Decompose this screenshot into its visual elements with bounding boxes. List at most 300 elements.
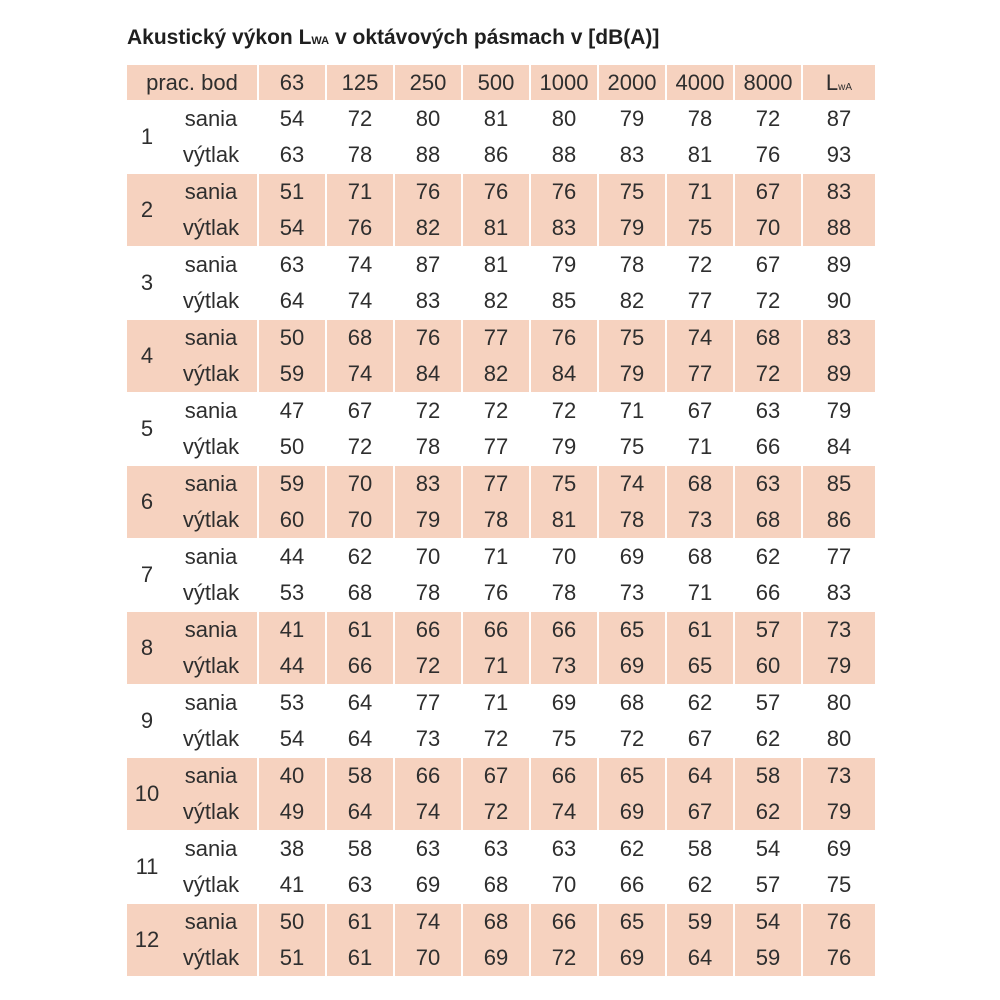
header-total-sub: wA	[838, 82, 853, 93]
point-number: 4	[140, 343, 154, 368]
band-value-cell: 66	[755, 580, 781, 605]
band-value-cell: 60	[259, 502, 325, 538]
total-value-cell: 86	[803, 502, 875, 538]
band-value-cell: 58	[735, 758, 801, 794]
band-value-cell: 54	[259, 210, 325, 246]
band-value-cell: 72	[687, 252, 713, 277]
band-value-cell: 61	[327, 904, 393, 940]
sania-row	[127, 101, 875, 137]
band-value-cell: 83	[531, 210, 597, 246]
total-value-cell: 80	[826, 726, 852, 751]
point-number: 9	[140, 708, 154, 733]
total-value-cell: 79	[826, 398, 852, 423]
point-group	[127, 466, 875, 538]
total-value-cell: 89	[826, 252, 852, 277]
band-value-cell: 79	[619, 106, 645, 131]
vytlak-label: výtlak	[182, 799, 240, 824]
sania-label: sania	[184, 179, 238, 204]
band-value-cell: 79	[599, 210, 665, 246]
band-value-cell: 69	[599, 940, 665, 976]
sania-row	[127, 174, 875, 210]
header-band: 4000	[667, 65, 733, 100]
band-value-cell: 76	[755, 142, 781, 167]
sania-row	[127, 320, 875, 356]
band-value-cell: 76	[327, 210, 393, 246]
band-value-cell: 72	[347, 106, 373, 131]
band-value-cell: 69	[619, 544, 645, 569]
band-value-cell: 71	[667, 174, 733, 210]
band-value-cell: 86	[483, 142, 509, 167]
vytlak-row	[127, 283, 875, 319]
band-value-cell: 78	[619, 252, 645, 277]
band-value-cell: 78	[687, 106, 713, 131]
band-value-cell: 77	[415, 690, 441, 715]
band-value-cell: 81	[483, 106, 509, 131]
band-value-cell: 67	[755, 252, 781, 277]
band-value-cell: 71	[327, 174, 393, 210]
band-value-cell: 83	[415, 288, 441, 313]
band-value-cell: 68	[327, 320, 393, 356]
header-band: 8000	[735, 65, 801, 100]
band-value-cell: 73	[619, 580, 645, 605]
band-value-cell: 63	[755, 398, 781, 423]
band-value-cell: 74	[599, 466, 665, 502]
band-value-cell: 65	[599, 904, 665, 940]
sania-label: sania	[184, 106, 238, 131]
total-value-cell: 79	[803, 794, 875, 830]
point-group	[127, 831, 875, 903]
vytlak-row	[127, 429, 875, 465]
point-number: 6	[140, 489, 154, 514]
total-value-cell: 69	[826, 836, 852, 861]
band-value-cell: 73	[667, 502, 733, 538]
band-value-cell: 67	[735, 174, 801, 210]
vytlak-label: výtlak	[182, 142, 240, 167]
title-subscript: WA	[311, 35, 330, 47]
sania-row	[127, 247, 875, 283]
vytlak-row	[127, 867, 875, 903]
band-value-cell: 72	[531, 940, 597, 976]
vytlak-label: výtlak	[182, 872, 240, 897]
band-value-cell: 59	[667, 904, 733, 940]
band-value-cell: 68	[687, 544, 713, 569]
band-value-cell: 68	[735, 502, 801, 538]
band-value-cell: 88	[415, 142, 441, 167]
band-value-cell: 74	[531, 794, 597, 830]
point-group	[127, 539, 875, 611]
band-value-cell: 72	[483, 398, 509, 423]
band-value-cell: 72	[619, 726, 645, 751]
band-value-cell: 78	[415, 580, 441, 605]
band-value-cell: 71	[687, 434, 713, 459]
vytlak-row	[127, 648, 875, 684]
sania-row	[127, 904, 875, 940]
sania-row	[127, 685, 875, 721]
band-value-cell: 83	[395, 466, 461, 502]
band-value-cell: 57	[755, 872, 781, 897]
sania-row	[127, 612, 875, 648]
band-value-cell: 40	[259, 758, 325, 794]
band-value-cell: 64	[279, 288, 305, 313]
vytlak-row	[127, 794, 875, 830]
band-value-cell: 66	[463, 612, 529, 648]
band-value-cell: 75	[619, 434, 645, 459]
band-value-cell: 69	[551, 690, 577, 715]
point-group	[127, 247, 875, 319]
band-value-cell: 88	[551, 142, 577, 167]
band-value-cell: 63	[483, 836, 509, 861]
point-number: 2	[140, 197, 154, 222]
vytlak-row	[127, 575, 875, 611]
band-value-cell: 72	[395, 648, 461, 684]
point-number: 11	[135, 854, 159, 879]
band-value-cell: 60	[735, 648, 801, 684]
band-value-cell: 73	[415, 726, 441, 751]
band-value-cell: 62	[687, 690, 713, 715]
band-value-cell: 63	[735, 466, 801, 502]
total-value-cell: 88	[803, 210, 875, 246]
point-number: 1	[140, 124, 154, 149]
point-number: 8	[140, 635, 154, 660]
total-value-cell: 89	[803, 356, 875, 392]
band-value-cell: 70	[551, 544, 577, 569]
point-group	[127, 758, 875, 830]
acoustic-power-table	[127, 65, 875, 976]
band-value-cell: 81	[531, 502, 597, 538]
band-value-cell: 85	[551, 288, 577, 313]
band-value-cell: 41	[259, 612, 325, 648]
band-value-cell: 57	[735, 612, 801, 648]
total-value-cell: 76	[803, 940, 875, 976]
band-value-cell: 61	[327, 612, 393, 648]
point-group	[127, 101, 875, 173]
band-value-cell: 64	[667, 940, 733, 976]
band-value-cell: 68	[347, 580, 373, 605]
header-band: 250	[395, 65, 461, 100]
band-value-cell: 41	[279, 872, 305, 897]
point-number: 7	[140, 562, 154, 587]
band-value-cell: 72	[415, 398, 441, 423]
table-title	[127, 26, 659, 50]
point-group	[127, 904, 875, 976]
band-value-cell: 71	[483, 690, 509, 715]
sania-label: sania	[184, 252, 238, 277]
band-value-cell: 62	[687, 872, 713, 897]
band-value-cell: 68	[483, 872, 509, 897]
band-value-cell: 61	[327, 940, 393, 976]
band-value-cell: 74	[395, 794, 461, 830]
band-value-cell: 57	[755, 690, 781, 715]
total-value-cell: 83	[803, 320, 875, 356]
header-total-main: L	[825, 70, 839, 95]
sania-label: sania	[184, 325, 238, 350]
band-value-cell: 82	[619, 288, 645, 313]
sania-label: sania	[184, 690, 238, 715]
header-band: 2000	[599, 65, 665, 100]
band-value-cell: 74	[327, 356, 393, 392]
band-value-cell: 75	[599, 174, 665, 210]
band-value-cell: 58	[327, 758, 393, 794]
band-value-cell: 80	[415, 106, 441, 131]
band-value-cell: 74	[667, 320, 733, 356]
point-number: 3	[140, 270, 154, 295]
band-value-cell: 76	[531, 174, 597, 210]
band-value-cell: 70	[735, 210, 801, 246]
sania-label: sania	[184, 909, 238, 934]
band-value-cell: 68	[463, 904, 529, 940]
band-value-cell: 59	[259, 356, 325, 392]
band-value-cell: 77	[483, 434, 509, 459]
band-value-cell: 70	[327, 466, 393, 502]
band-value-cell: 58	[347, 836, 373, 861]
point-group	[127, 320, 875, 392]
sania-label: sania	[184, 471, 238, 496]
band-value-cell: 79	[395, 502, 461, 538]
total-value-cell: 83	[826, 580, 852, 605]
band-value-cell: 53	[279, 690, 305, 715]
band-value-cell: 75	[667, 210, 733, 246]
header-band: 500	[463, 65, 529, 100]
band-value-cell: 68	[735, 320, 801, 356]
band-value-cell: 71	[463, 648, 529, 684]
band-value-cell: 62	[619, 836, 645, 861]
band-value-cell: 77	[463, 320, 529, 356]
total-value-cell: 93	[826, 142, 852, 167]
band-value-cell: 84	[531, 356, 597, 392]
header-total	[803, 65, 875, 100]
table-header	[127, 65, 875, 100]
band-value-cell: 76	[463, 174, 529, 210]
band-value-cell: 62	[755, 544, 781, 569]
sania-row	[127, 393, 875, 429]
header-band: 125	[327, 65, 393, 100]
title-rest: v oktávových pásmach v [dB(A)]	[329, 26, 660, 49]
band-value-cell: 71	[687, 580, 713, 605]
vytlak-row	[127, 210, 875, 246]
total-value-cell: 90	[826, 288, 852, 313]
band-value-cell: 47	[279, 398, 305, 423]
sania-label: sania	[184, 617, 238, 642]
band-value-cell: 78	[463, 502, 529, 538]
band-value-cell: 76	[395, 174, 461, 210]
band-value-cell: 68	[667, 466, 733, 502]
band-value-cell: 70	[551, 872, 577, 897]
band-value-cell: 66	[531, 612, 597, 648]
total-value-cell: 73	[803, 758, 875, 794]
band-value-cell: 51	[259, 940, 325, 976]
band-value-cell: 67	[347, 398, 373, 423]
band-value-cell: 78	[551, 580, 577, 605]
band-value-cell: 77	[463, 466, 529, 502]
sania-row	[127, 466, 875, 502]
sania-row	[127, 831, 875, 867]
band-value-cell: 50	[279, 434, 305, 459]
band-value-cell: 69	[463, 940, 529, 976]
total-value-cell: 76	[803, 904, 875, 940]
point-group	[127, 612, 875, 684]
total-value-cell: 80	[826, 690, 852, 715]
band-value-cell: 64	[667, 758, 733, 794]
vytlak-label: výtlak	[182, 215, 240, 240]
total-value-cell: 73	[803, 612, 875, 648]
band-value-cell: 65	[599, 612, 665, 648]
vytlak-row	[127, 721, 875, 757]
band-value-cell: 62	[735, 794, 801, 830]
band-value-cell: 62	[755, 726, 781, 751]
band-value-cell: 66	[755, 434, 781, 459]
band-value-cell: 87	[415, 252, 441, 277]
band-value-cell: 66	[395, 758, 461, 794]
vytlak-label: výtlak	[182, 945, 240, 970]
band-value-cell: 79	[599, 356, 665, 392]
vytlak-label: výtlak	[182, 580, 240, 605]
band-value-cell: 83	[619, 142, 645, 167]
band-value-cell: 74	[347, 252, 373, 277]
band-value-cell: 65	[667, 648, 733, 684]
band-value-cell: 50	[259, 904, 325, 940]
band-value-cell: 49	[259, 794, 325, 830]
band-value-cell: 76	[531, 320, 597, 356]
band-value-cell: 75	[531, 466, 597, 502]
band-value-cell: 72	[483, 726, 509, 751]
band-value-cell: 84	[395, 356, 461, 392]
point-group	[127, 393, 875, 465]
band-value-cell: 79	[551, 252, 577, 277]
band-value-cell: 79	[551, 434, 577, 459]
header-band: 1000	[531, 65, 597, 100]
band-value-cell: 71	[619, 398, 645, 423]
band-value-cell: 66	[531, 904, 597, 940]
band-value-cell: 70	[415, 544, 441, 569]
band-value-cell: 54	[279, 726, 305, 751]
band-value-cell: 82	[395, 210, 461, 246]
vytlak-label: výtlak	[182, 507, 240, 532]
band-value-cell: 66	[327, 648, 393, 684]
band-value-cell: 67	[463, 758, 529, 794]
total-value-cell: 83	[803, 174, 875, 210]
vytlak-row	[127, 356, 875, 392]
band-value-cell: 66	[619, 872, 645, 897]
band-value-cell: 72	[463, 794, 529, 830]
band-value-cell: 59	[735, 940, 801, 976]
band-value-cell: 74	[395, 904, 461, 940]
header-point-label: prac. bod	[127, 65, 257, 100]
band-value-cell: 63	[279, 142, 305, 167]
total-value-cell: 75	[826, 872, 852, 897]
sania-label: sania	[184, 544, 238, 569]
total-value-cell: 87	[826, 106, 852, 131]
band-value-cell: 76	[483, 580, 509, 605]
vytlak-label: výtlak	[182, 288, 240, 313]
band-value-cell: 75	[551, 726, 577, 751]
band-value-cell: 54	[735, 904, 801, 940]
sania-row	[127, 539, 875, 575]
band-value-cell: 61	[667, 612, 733, 648]
band-value-cell: 70	[395, 940, 461, 976]
band-value-cell: 72	[755, 106, 781, 131]
band-value-cell: 78	[415, 434, 441, 459]
band-value-cell: 74	[347, 288, 373, 313]
band-value-cell: 82	[463, 356, 529, 392]
vytlak-label: výtlak	[182, 653, 240, 678]
point-group	[127, 174, 875, 246]
band-value-cell: 64	[327, 794, 393, 830]
band-value-cell: 38	[279, 836, 305, 861]
band-value-cell: 72	[347, 434, 373, 459]
band-value-cell: 78	[599, 502, 665, 538]
vytlak-label: výtlak	[182, 434, 240, 459]
band-value-cell: 44	[279, 544, 305, 569]
band-value-cell: 50	[259, 320, 325, 356]
band-value-cell: 68	[619, 690, 645, 715]
sania-label: sania	[184, 763, 238, 788]
point-number: 10	[134, 781, 160, 806]
band-value-cell: 63	[279, 252, 305, 277]
band-value-cell: 44	[259, 648, 325, 684]
band-value-cell: 64	[347, 726, 373, 751]
band-value-cell: 81	[483, 252, 509, 277]
band-value-cell: 63	[415, 836, 441, 861]
band-value-cell: 72	[755, 288, 781, 313]
vytlak-label: výtlak	[182, 361, 240, 386]
band-value-cell: 53	[279, 580, 305, 605]
total-value-cell: 77	[826, 544, 852, 569]
point-group	[127, 685, 875, 757]
vytlak-row	[127, 502, 875, 538]
band-value-cell: 67	[687, 398, 713, 423]
band-value-cell: 78	[347, 142, 373, 167]
vytlak-label: výtlak	[182, 726, 240, 751]
band-value-cell: 69	[599, 648, 665, 684]
point-number: 5	[140, 416, 154, 441]
total-value-cell: 79	[803, 648, 875, 684]
sania-label: sania	[184, 398, 238, 423]
total-value-cell: 84	[826, 434, 852, 459]
band-value-cell: 66	[395, 612, 461, 648]
vytlak-row	[127, 940, 875, 976]
band-value-cell: 72	[735, 356, 801, 392]
title-main: Akustický výkon L	[127, 26, 312, 49]
band-value-cell: 54	[279, 106, 305, 131]
band-value-cell: 65	[599, 758, 665, 794]
band-value-cell: 75	[599, 320, 665, 356]
band-value-cell: 72	[551, 398, 577, 423]
total-value-cell: 85	[803, 466, 875, 502]
band-value-cell: 82	[483, 288, 509, 313]
header-band: 63	[259, 65, 325, 100]
sania-row	[127, 758, 875, 794]
band-value-cell: 51	[259, 174, 325, 210]
band-value-cell: 69	[415, 872, 441, 897]
point-number: 12	[134, 927, 160, 952]
vytlak-row	[127, 137, 875, 173]
band-value-cell: 69	[599, 794, 665, 830]
band-value-cell: 67	[667, 794, 733, 830]
band-value-cell: 63	[551, 836, 577, 861]
band-value-cell: 81	[687, 142, 713, 167]
band-value-cell: 76	[395, 320, 461, 356]
band-value-cell: 81	[463, 210, 529, 246]
band-value-cell: 77	[687, 288, 713, 313]
band-value-cell: 54	[755, 836, 781, 861]
band-value-cell: 71	[483, 544, 509, 569]
sania-label: sania	[184, 836, 238, 861]
band-value-cell: 62	[347, 544, 373, 569]
band-value-cell: 58	[687, 836, 713, 861]
band-value-cell: 64	[347, 690, 373, 715]
band-value-cell: 63	[347, 872, 373, 897]
band-value-cell: 80	[551, 106, 577, 131]
